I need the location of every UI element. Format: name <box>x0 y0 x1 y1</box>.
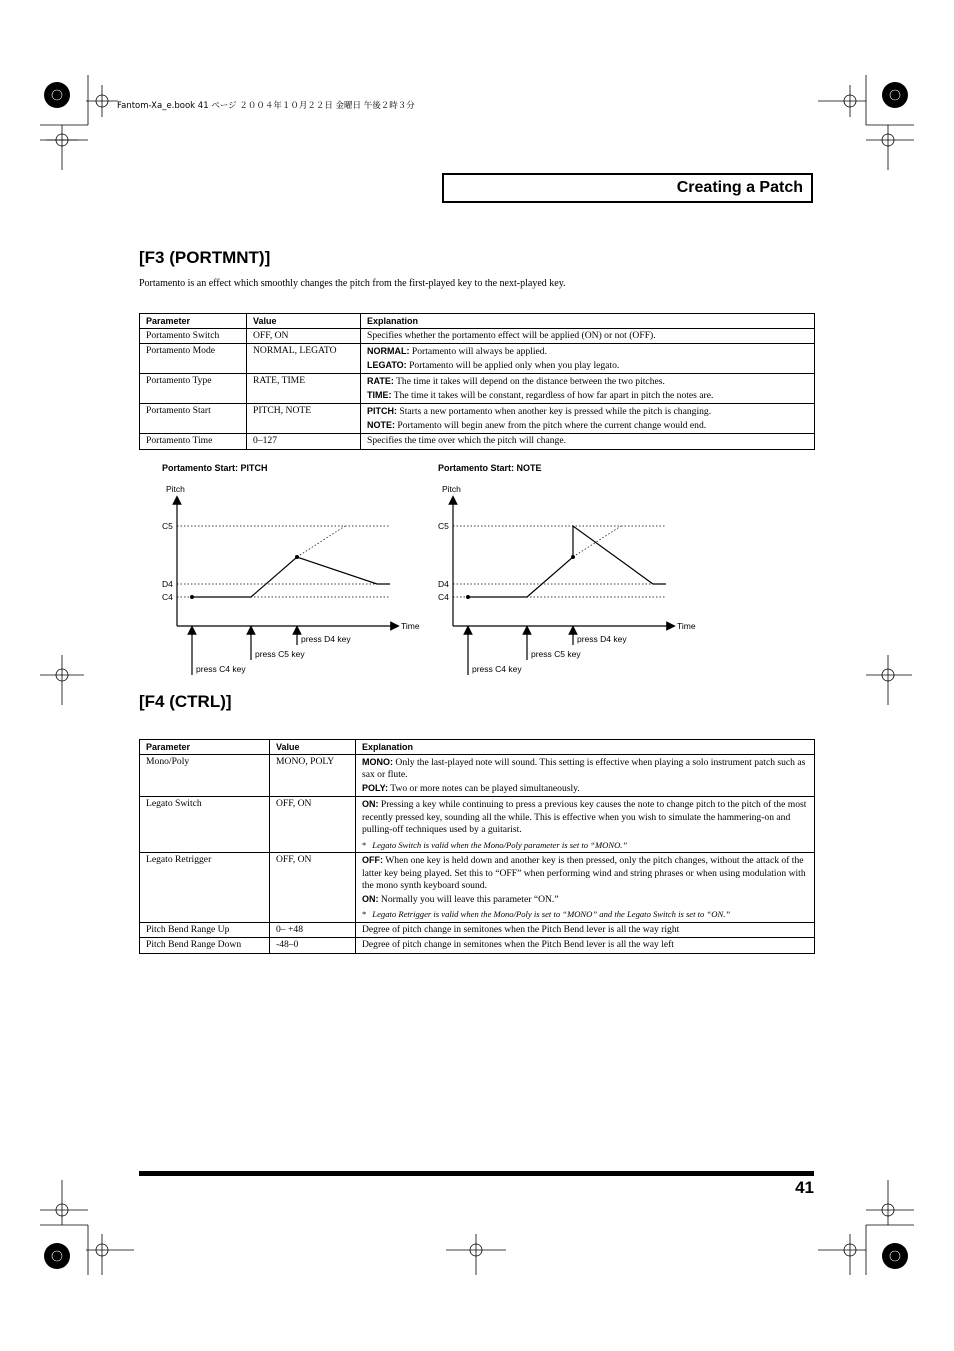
controller-table <box>139 739 815 954</box>
usage-note-text: Legato Switch is valid when the Mono/Poly parameter is set to “MONO.” <box>372 839 628 850</box>
option-label: LEGATO: <box>367 359 407 370</box>
option-text: Specifies the time over which the pitch will change. <box>367 435 567 446</box>
explanation-cell <box>356 797 815 853</box>
explanation-line <box>367 405 808 419</box>
parameter-cell: Legato Switch <box>140 797 270 853</box>
explanation-cell <box>356 754 815 797</box>
option-text: Portamento will always be applied. <box>409 346 547 357</box>
x-axis-label: Time <box>677 621 696 631</box>
table-row <box>140 434 815 450</box>
value-cell: OFF, ON <box>247 328 361 344</box>
usage-note: * Legato Switch is valid when the Mono/Poly parameter is set to “MONO.” <box>362 839 628 850</box>
table-row <box>140 328 815 344</box>
explanation-line <box>362 939 808 952</box>
explanation-cell <box>356 938 815 954</box>
option-label: OFF: <box>362 855 383 865</box>
usage-note: * Legato Retrigger is valid when the Mono/Poly is set to “MONO” and the Legato Switch is set to “ON.” <box>362 909 731 919</box>
portamento-table <box>139 313 815 450</box>
column-header: Value <box>247 314 361 329</box>
page-number: 41 <box>795 1178 814 1197</box>
explanation-line <box>367 435 808 448</box>
x-axis-label: Time <box>401 621 420 631</box>
f3-intro: Portamento is an effect which smoothly changes the pitch from the first-played key to the next-played key. <box>139 278 566 289</box>
option-label: RATE: <box>367 376 394 386</box>
level-label: D4 <box>162 579 173 589</box>
level-label: C4 <box>162 592 173 602</box>
column-header: Parameter <box>140 314 247 329</box>
table-row <box>140 754 815 797</box>
column-header: Value <box>270 740 356 755</box>
column-header: Explanation <box>361 314 815 329</box>
option-text: Specifies whether the portamento effect will be applied (ON) or not (OFF). <box>367 329 656 341</box>
explanation-line <box>362 798 808 837</box>
event-label: press D4 key <box>301 634 351 644</box>
value-cell: PITCH, NOTE <box>247 404 361 434</box>
explanation-cell <box>356 922 815 938</box>
explanation-line <box>367 359 808 373</box>
explanation-cell <box>361 404 815 434</box>
explanation-cell <box>356 853 815 923</box>
parameter-cell: Portamento Mode <box>140 344 247 374</box>
parameter-cell: Portamento Type <box>140 374 247 404</box>
value-cell: OFF, ON <box>270 853 356 923</box>
level-label: C5 <box>162 521 173 531</box>
parameter-cell: Pitch Bend Range Up <box>140 922 270 938</box>
option-label: ON: <box>362 893 379 904</box>
value-cell: MONO, POLY <box>270 754 356 797</box>
option-label: NORMAL: <box>367 346 410 356</box>
explanation-line <box>362 782 808 796</box>
explanation-cell <box>361 374 815 404</box>
option-label: NOTE: <box>367 419 395 430</box>
event-label: press C4 key <box>472 664 522 674</box>
parameter-cell: Portamento Start <box>140 404 247 434</box>
portamento-note-diagram <box>431 480 711 680</box>
diagram-title-pitch: Portamento Start: PITCH <box>162 463 268 473</box>
explanation-cell <box>361 344 815 374</box>
value-cell: 0– +48 <box>270 922 356 938</box>
option-label: ON: <box>362 799 379 809</box>
file-info: Fantom-Xa_e.book 41 ページ ２００４年１０月２２日 金曜日 午後２時３分 <box>117 101 415 111</box>
option-text: The time it takes will depend on the distance between the two pitches. <box>393 376 665 387</box>
table-row <box>140 374 815 404</box>
explanation-line <box>367 330 808 343</box>
option-text: Starts a new portamento when another key is pressed while the pitch is changing. <box>397 406 712 417</box>
explanation-line <box>367 375 808 389</box>
section-title: Creating a Patch <box>676 179 803 196</box>
parameter-cell: Pitch Bend Range Down <box>140 938 270 954</box>
section-title-box <box>442 173 813 203</box>
level-label: C5 <box>438 521 449 531</box>
explanation-line <box>362 893 808 907</box>
event-label: press D4 key <box>577 634 627 644</box>
usage-note-text: Legato Retrigger is valid when the Mono/Poly is set to “MONO” and the Legato Switch is set to “ON.” <box>372 909 731 919</box>
option-text: Portamento will be applied only when you play legato. <box>406 359 620 371</box>
event-label: press C5 key <box>255 649 305 659</box>
value-cell: -48–0 <box>270 938 356 954</box>
option-label: TIME: <box>367 389 392 400</box>
option-label: POLY: <box>362 782 389 793</box>
diagram-title-note: Portamento Start: NOTE <box>438 463 542 473</box>
parameter-cell: Mono/Poly <box>140 754 270 797</box>
value-cell: NORMAL, LEGATO <box>247 344 361 374</box>
value-cell: RATE, TIME <box>247 374 361 404</box>
f3-heading: [F3 (PORTMNT)] <box>139 248 271 267</box>
option-text: The time it takes will be constant, regardless of how far apart in pitch the notes are. <box>391 389 714 401</box>
explanation-line <box>362 854 808 893</box>
table-row <box>140 404 815 434</box>
option-text: When one key is held down and another key is then pressed, only the pitch changes, without the attack of the latter key being played. Set this to “OFF” when performing wind and string phrases or when using modulation with the mono synth keyboard sound. <box>362 855 806 891</box>
explanation-line <box>367 389 808 403</box>
option-text: Normally you will leave this parameter “ON.” <box>378 893 559 905</box>
value-cell: 0–127 <box>247 434 361 450</box>
option-text: Portamento will begin anew from the pitch where the current change would end. <box>395 419 707 431</box>
parameter-cell: Portamento Switch <box>140 328 247 344</box>
portamento-pitch-diagram <box>155 480 435 680</box>
value-cell: OFF, ON <box>270 797 356 853</box>
explanation-cell <box>361 434 815 450</box>
table-row <box>140 853 815 923</box>
table-row <box>140 938 815 954</box>
level-label: D4 <box>438 579 449 589</box>
column-header: Explanation <box>356 740 815 755</box>
option-text: Degree of pitch change in semitones when the Pitch Bend lever is all the way left <box>362 939 674 950</box>
f4-heading: [F4 (CTRL)] <box>139 692 232 711</box>
explanation-line <box>362 756 808 782</box>
option-text: Degree of pitch change in semitones when the Pitch Bend lever is all the way right <box>362 923 680 935</box>
footer-rule <box>139 1171 814 1176</box>
column-header: Parameter <box>140 740 270 755</box>
explanation-cell <box>361 328 815 344</box>
parameter-cell: Legato Retrigger <box>140 853 270 923</box>
event-label: press C5 key <box>531 649 581 659</box>
table-row <box>140 344 815 374</box>
option-text: Two or more notes can be played simultaneously. <box>388 782 580 794</box>
parameter-cell: Portamento Time <box>140 434 247 450</box>
event-label: press C4 key <box>196 664 246 674</box>
y-axis-label: Pitch <box>442 484 461 494</box>
table-row <box>140 922 815 938</box>
explanation-line <box>367 345 808 359</box>
option-label: PITCH: <box>367 406 397 416</box>
option-text: Only the last-played note will sound. This setting is effective when playing a solo instrument patch such as sax or flute. <box>362 756 806 780</box>
level-label: C4 <box>438 592 449 602</box>
explanation-line <box>362 924 808 937</box>
option-text: Pressing a key while continuing to press a previous key causes the note to change pitch to the pitch of the most recently pressed key, sounding all the while. This is effective when you wish to simulate the hammering-on and pulling-off techniques used by a guitarist. <box>362 799 807 835</box>
option-label: MONO: <box>362 756 393 767</box>
table-row <box>140 797 815 853</box>
y-axis-label: Pitch <box>166 484 185 494</box>
explanation-line <box>367 419 808 433</box>
